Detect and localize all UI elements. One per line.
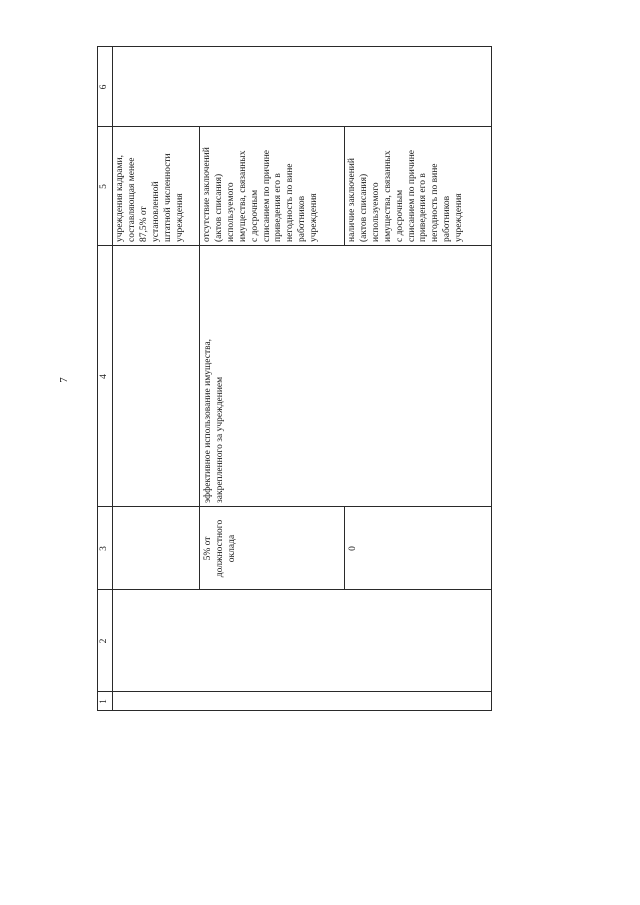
table-cell-staffing (115, 129, 186, 242)
cell-line: 0 (348, 546, 358, 551)
table-border-right (97, 46, 492, 47)
row-divider (344, 127, 345, 246)
cell-line: имущества, связанных (237, 150, 248, 242)
cell-line: 87,5% от (138, 206, 149, 242)
cell-line: используемого (370, 182, 381, 242)
cell-line: негодность по вине (285, 163, 296, 242)
row-divider (344, 507, 345, 590)
column-header-5: 5 (99, 184, 109, 189)
cell-line: закрепленного за учреждением (214, 376, 225, 503)
table-cell-condition-absence (202, 129, 321, 242)
header-separator (112, 46, 113, 711)
cell-line: отсутствие заключений (202, 147, 212, 242)
cell-line: используемого (225, 182, 236, 242)
cell-line: учреждения кадрами, (115, 155, 125, 242)
cell-line: приведения его в (418, 173, 429, 242)
table-cell-criterion (203, 248, 227, 503)
column-divider (97, 589, 492, 590)
cell-line: составляющая менее (126, 157, 137, 242)
row-divider (199, 127, 200, 590)
cell-line: наличие заключений (347, 158, 357, 242)
cell-line: негодность по вине (430, 163, 441, 242)
table-cell-condition-presence (347, 129, 466, 242)
cell-line: списанием по причине (261, 150, 272, 242)
column-header-1: 1 (99, 699, 109, 704)
table-cell-bonus-amount (203, 507, 239, 590)
column-divider (97, 245, 492, 246)
cell-line: установленной (150, 181, 161, 242)
cell-line: с досрочным (394, 189, 405, 242)
column-divider (97, 126, 492, 127)
column-divider (344, 506, 492, 507)
cell-line: эффективное использование имущества, (203, 338, 213, 503)
cell-line: должностного (214, 519, 225, 578)
cell-line: имущества, связанных (382, 150, 393, 242)
cell-line: с досрочным (249, 189, 260, 242)
rotated-table (97, 46, 492, 711)
table-border-bottom (491, 46, 492, 711)
page-number: 7 (58, 377, 70, 383)
cell-line: оклада (226, 534, 237, 563)
cell-line: учреждения (309, 193, 320, 242)
table-border-left (97, 710, 492, 711)
column-header-2: 2 (99, 638, 109, 644)
cell-line: списанием по причине (406, 150, 417, 242)
cell-line: штатной численности (162, 153, 173, 242)
cell-line: (актов списания) (358, 173, 369, 242)
cell-line: работников (297, 195, 308, 242)
table-cell-zero-amount (348, 507, 360, 590)
column-header-4: 4 (99, 374, 109, 379)
column-header-3: 3 (99, 546, 109, 551)
column-divider (97, 691, 492, 692)
cell-line: учреждения (174, 193, 185, 242)
column-header-6: 6 (99, 84, 109, 90)
cell-line: работников (442, 195, 453, 242)
cell-line: приведения его в (273, 173, 284, 242)
cell-line: 5% от (203, 536, 213, 561)
cell-line: учреждения (454, 193, 465, 242)
cell-line: (актов списания) (213, 173, 224, 242)
